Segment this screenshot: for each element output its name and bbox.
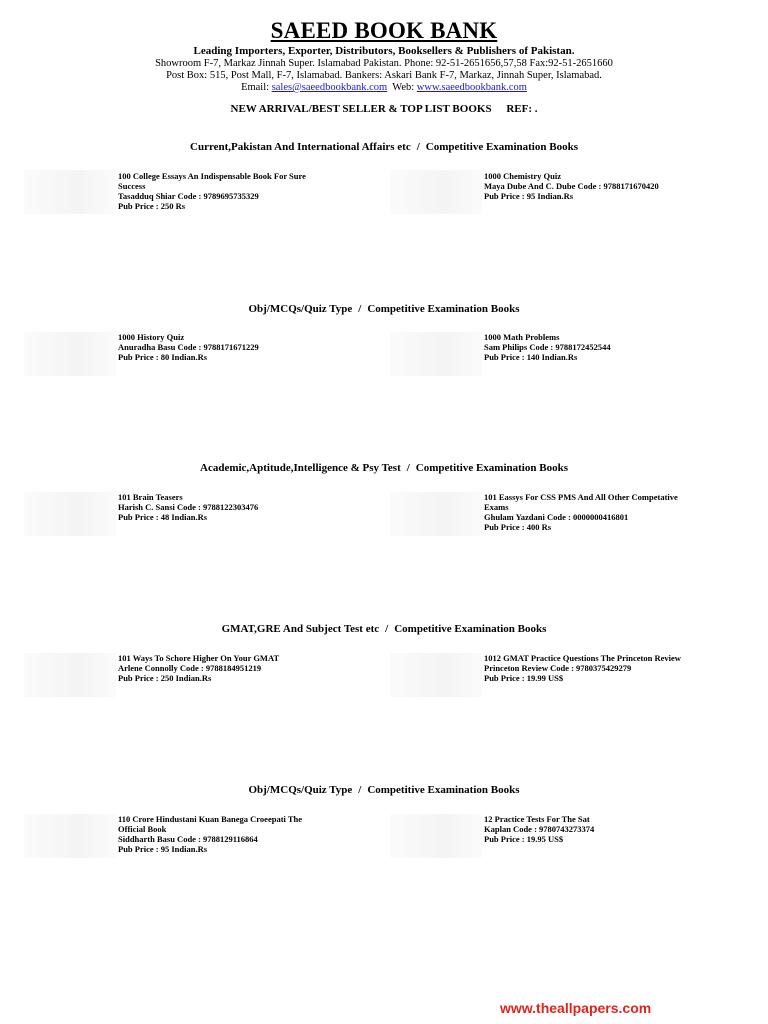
section-heading: [0, 784, 768, 797]
book-entry: [484, 332, 734, 362]
book-title: 100 College Essays An Indispensable Book For Sure: [118, 171, 306, 181]
list-heading: [0, 103, 768, 116]
book-title: 101 Eassys For CSS PMS And All Other Competative: [484, 492, 678, 502]
book-price: Pub Price : 80 Indian.Rs: [118, 352, 208, 362]
book-author-code: Harish C. Sansi Code : 9788122303476: [118, 502, 259, 512]
book-price: Pub Price : 48 Indian.Rs: [118, 512, 208, 522]
section-type: Competitive Examination Books: [367, 784, 520, 796]
email-link[interactable]: sales@saeedbookbank.com: [271, 82, 388, 93]
section-separator: /: [385, 623, 389, 635]
book-cover-image: [390, 653, 482, 697]
book-author-code: Siddharth Basu Code : 9788129116864: [118, 834, 258, 844]
book-author-code: Sam Philips Code : 9788172452544: [484, 342, 611, 352]
book-author-code: Tasadduq Shiar Code : 9789695735329: [118, 191, 259, 201]
book-entry: [484, 492, 734, 532]
book-entry: [484, 814, 734, 844]
company-tagline: Leading Importers, Exporter, Distributors, Booksellers & Publishers of Pakistan.: [193, 45, 575, 57]
book-entry: [118, 171, 368, 211]
section-category: Obj/MCQs/Quiz Type: [248, 784, 353, 796]
book-cover-image: [24, 814, 116, 858]
email-label: Email:: [241, 82, 270, 93]
address-line-1: Showroom F-7, Markaz Jinnah Super. Islamabad Pakistan. Phone: 92-51-2651656,57,58 Fax:92-51-2651660: [155, 58, 613, 69]
book-cover-image: [390, 170, 482, 214]
book-entry: [118, 653, 368, 683]
company-title: SAEED BOOK BANK: [270, 18, 498, 43]
book-cover-image: [24, 332, 116, 376]
book-author-code: Arlene Connolly Code : 9788184951219: [118, 663, 262, 673]
book-title: 1000 History Quiz: [118, 332, 185, 342]
section-heading: [0, 623, 768, 636]
section-heading: [0, 462, 768, 475]
section-type: Competitive Examination Books: [367, 303, 520, 315]
book-title: 1000 Math Problems: [484, 332, 560, 342]
book-title-continued: Official Book: [118, 824, 167, 834]
book-title: 101 Ways To Schore Higher On Your GMAT: [118, 653, 280, 663]
section-type: Competitive Examination Books: [425, 141, 578, 153]
book-price: Pub Price : 250 Rs: [118, 201, 186, 211]
section-category: Obj/MCQs/Quiz Type: [248, 303, 353, 315]
book-price: Pub Price : 400 Rs: [484, 522, 552, 532]
ref-label: REF: .: [506, 103, 538, 115]
section-type: Competitive Examination Books: [394, 623, 547, 635]
book-title-continued: Exams: [484, 502, 509, 512]
book-price: Pub Price : 95 Indian.Rs: [118, 844, 208, 854]
book-entry: [118, 492, 368, 522]
new-arrival-title: NEW ARRIVAL/BEST SELLER & TOP LIST BOOKS: [230, 103, 492, 115]
book-title-continued: Success: [118, 181, 146, 191]
web-label: Web:: [392, 82, 415, 93]
section-separator: /: [406, 462, 410, 474]
book-author-code: Anuradha Basu Code : 9788171671229: [118, 342, 259, 352]
section-separator: /: [358, 784, 362, 796]
book-price: Pub Price : 140 Indian.Rs: [484, 352, 578, 362]
book-cover-image: [390, 332, 482, 376]
book-cover-image: [390, 492, 482, 536]
book-cover-image: [24, 170, 116, 214]
section-category: Current,Pakistan And International Affairs etc: [190, 141, 411, 153]
letterhead: [0, 18, 768, 116]
book-title: 12 Practice Tests For The Sat: [484, 814, 590, 824]
book-title: 110 Crore Hindustani Kuan Banega Croeepati The: [118, 814, 303, 824]
section-category: Academic,Aptitude,Intelligence & Psy Test: [200, 462, 401, 474]
book-cover-image: [390, 814, 482, 858]
book-title: 101 Brain Teasers: [118, 492, 183, 502]
section-separator: /: [416, 141, 420, 153]
book-price: Pub Price : 19.95 US$: [484, 834, 564, 844]
section-heading: [0, 303, 768, 316]
address-line-2: Post Box: 515, Post Mall, F-7, Islamabad. Bankers: Askari Bank F-7, Markaz, Jinnah Super, Islamabad.: [166, 70, 602, 81]
book-title: 1012 GMAT Practice Questions The Princeton Review: [484, 653, 681, 663]
section-type: Competitive Examination Books: [415, 462, 568, 474]
section-heading: [0, 141, 768, 154]
book-author-code: Ghulam Yazdani Code : 0000000416801: [484, 512, 629, 522]
book-entry: [484, 171, 734, 201]
book-entry: [118, 332, 368, 362]
web-link[interactable]: www.saeedbookbank.com: [416, 82, 527, 93]
book-author-code: Princeton Review Code : 9780375429279: [484, 663, 632, 673]
book-author-code: Kaplan Code : 9780743273374: [484, 824, 595, 834]
book-price: Pub Price : 19.99 US$: [484, 673, 564, 683]
book-cover-image: [24, 653, 116, 697]
book-price: Pub Price : 95 Indian.Rs: [484, 191, 574, 201]
book-price: Pub Price : 250 Indian.Rs: [118, 673, 212, 683]
book-title: 1000 Chemistry Quiz: [484, 171, 561, 181]
watermark-link[interactable]: www.theallpapers.com: [500, 1000, 652, 1016]
book-author-code: Maya Dube And C. Dube Code : 9788171670420: [484, 181, 659, 191]
contact-line: [0, 82, 768, 94]
book-entry: [484, 653, 744, 683]
section-separator: /: [358, 303, 362, 315]
book-cover-image: [24, 492, 116, 536]
section-category: GMAT,GRE And Subject Test etc: [221, 623, 380, 635]
book-entry: [118, 814, 368, 854]
